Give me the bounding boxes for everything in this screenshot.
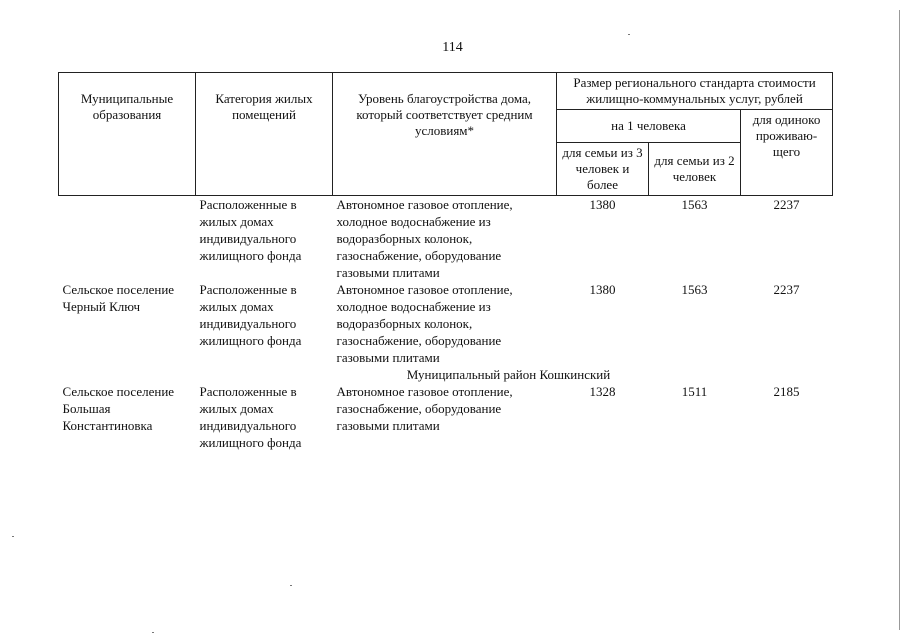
header-category: Категория жилых помещений bbox=[196, 73, 333, 196]
table-row bbox=[59, 196, 833, 282]
cell-municipality: Сельское поселение Черный Ключ bbox=[62, 282, 175, 314]
scan-speck bbox=[628, 34, 630, 35]
header-per-person: на 1 человека bbox=[557, 110, 741, 143]
scan-speck bbox=[899, 10, 900, 630]
table-row bbox=[59, 383, 833, 451]
district-row bbox=[59, 366, 833, 383]
header-single-resident: для одиноко проживаю-щего bbox=[741, 110, 833, 196]
cell-family-3: 1380 bbox=[589, 197, 616, 212]
cell-family-2: 1563 bbox=[681, 282, 708, 297]
district-title: Муниципальный район Кошкинский bbox=[406, 367, 611, 382]
cell-category: Расположенные в жилых домах индивидуального жилищного фонда bbox=[199, 384, 302, 450]
cell-family-3: 1328 bbox=[589, 384, 616, 399]
header-regional-standard: Размер регионального стандарта стоимости жилищно-коммунальных услуг, рублей bbox=[557, 73, 833, 110]
cell-improvement-level: Автономное газовое отопление, холодное водоснабжение из водоразборных колонок, газоснабжение, оборудование газовыми плитами bbox=[336, 197, 513, 280]
cell-single: 2237 bbox=[773, 282, 800, 297]
scan-speck bbox=[290, 585, 292, 586]
cell-single: 2237 bbox=[773, 197, 800, 212]
header-municipality: Муниципальные образования bbox=[59, 73, 196, 196]
housing-standards-table bbox=[58, 72, 833, 451]
scan-speck bbox=[12, 536, 14, 537]
scan-speck bbox=[152, 632, 154, 633]
page-number: 114 bbox=[442, 40, 463, 55]
cell-category: Расположенные в жилых домах индивидуального жилищного фонда bbox=[199, 282, 302, 348]
cell-category: Расположенные в жилых домах индивидуального жилищного фонда bbox=[199, 197, 302, 263]
header-family-2: для семьи из 2 человек bbox=[649, 143, 741, 196]
cell-municipality bbox=[59, 196, 196, 282]
cell-municipality: Сельское поселение Большая Константиновка bbox=[62, 384, 175, 433]
cell-family-2: 1563 bbox=[681, 197, 708, 212]
table-row bbox=[59, 281, 833, 366]
header-family-3: для семьи из 3 человек и более bbox=[557, 143, 649, 196]
cell-improvement-level: Автономное газовое отопление, холодное водоснабжение из водоразборных колонок, газоснабжение, оборудование газовыми плитами bbox=[336, 282, 513, 365]
cell-improvement-level: Автономное газовое отопление, газоснабжение, оборудование газовыми плитами bbox=[336, 384, 513, 433]
cell-family-2: 1511 bbox=[681, 384, 708, 399]
cell-single: 2185 bbox=[773, 384, 800, 399]
cell-family-3: 1380 bbox=[589, 282, 616, 297]
header-improvement-level: Уровень благоустройства дома, который соответствует средним условиям* bbox=[333, 73, 557, 196]
